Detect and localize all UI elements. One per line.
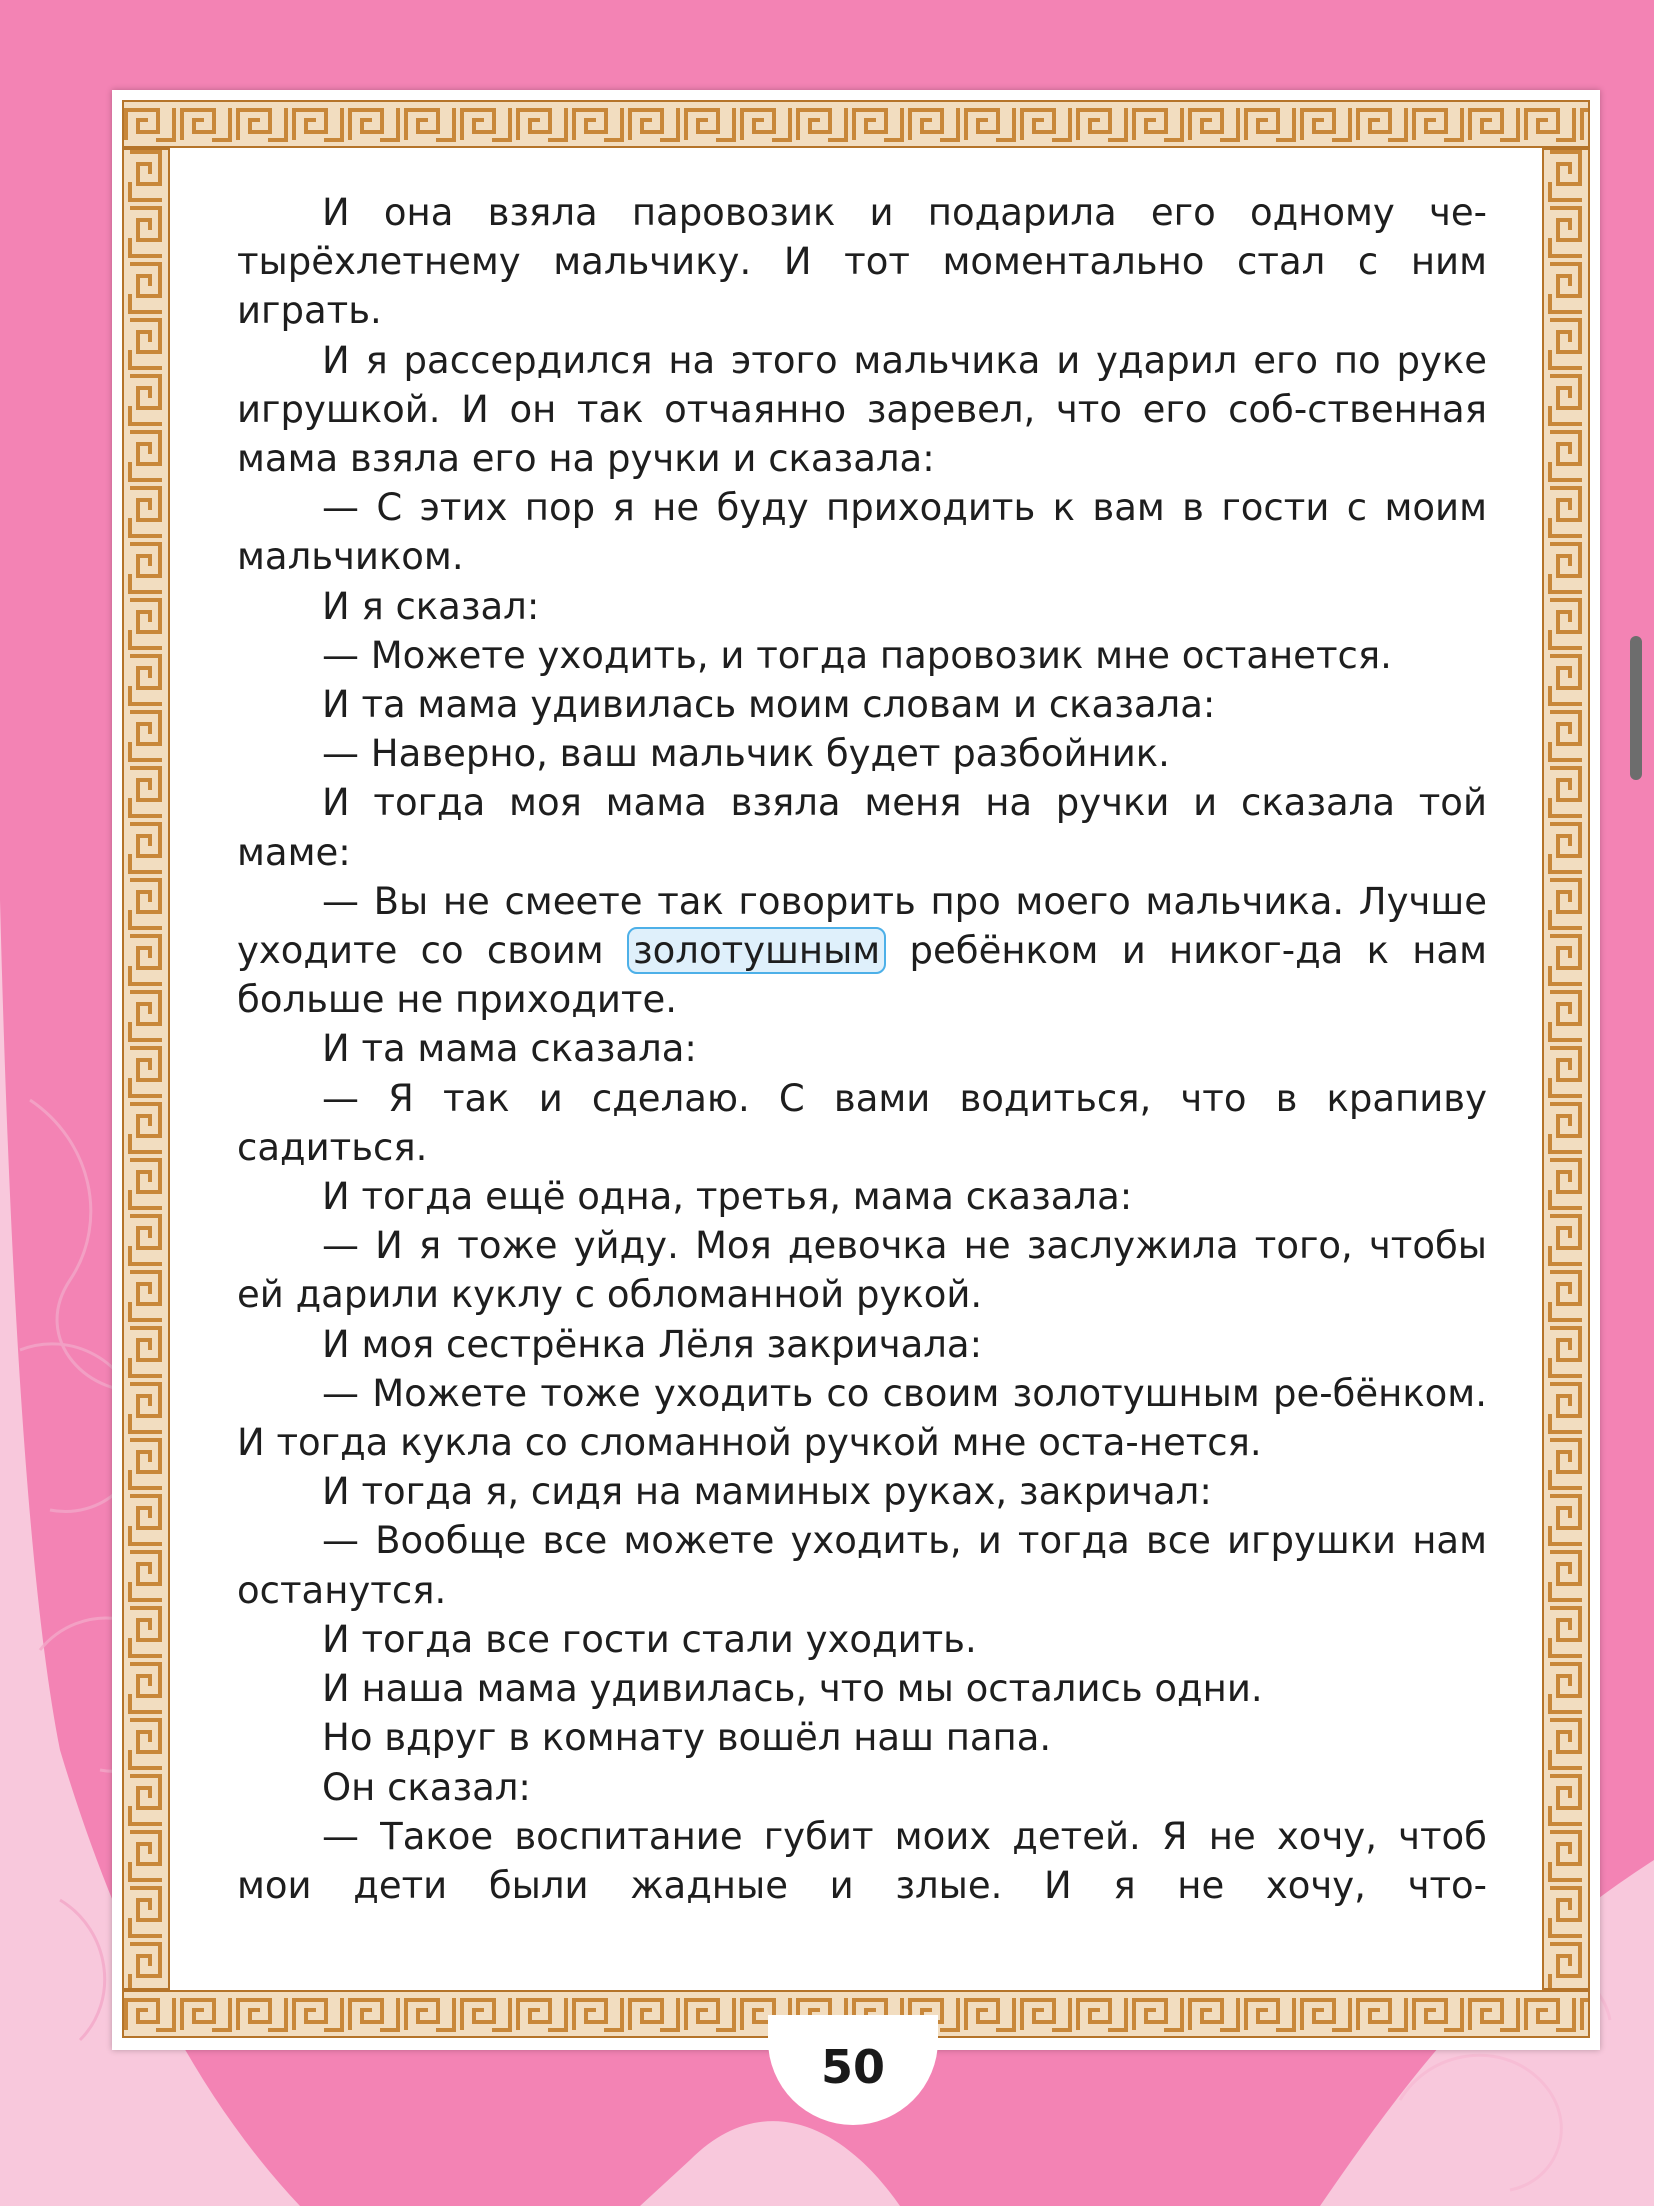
paragraph: — Можете уходить, и тогда паровозик мне останется. [322, 633, 1392, 677]
book-page [112, 90, 1600, 2050]
paragraph: И тогда ещё одна, третья, мама сказала: [322, 1175, 1133, 1219]
paragraph: И тогда все гости стали уходить. [322, 1617, 977, 1661]
paragraph: — Такое воспитание губит моих детей. Я не хочу, чтоб мои дети были жадные и злые. И я не хочу, что- [237, 1814, 1487, 1907]
paragraph: И наша мама удивилась, что мы остались одни. [322, 1667, 1263, 1711]
highlighted-word[interactable]: золотушным [627, 927, 886, 974]
paragraph: — Вообще все можете уходить, и тогда все игрушки нам останутся. [237, 1519, 1487, 1612]
paragraph: — Можете тоже уходить со своим золотушным ре-бёнком. И тогда кукла со сломанной ручкой мне оста-нется. [237, 1371, 1487, 1465]
ornamental-border-top [122, 100, 1590, 148]
paragraph: И тогда я, сидя на маминых руках, закричал: [322, 1470, 1212, 1514]
text-before-highlight: — Вы не смеете так говорить про моего мальчика. Лучше уходите со своим [237, 879, 1487, 973]
ornamental-border-right [1542, 148, 1590, 1990]
paragraph: — С этих пор я не буду приходить к вам в гости с моим мальчиком. [237, 486, 1487, 579]
paragraph: И та мама удивилась моим словам и сказала: [322, 683, 1216, 727]
paragraph: — Наверно, ваш мальчик будет разбойник. [322, 732, 1170, 776]
story-text [237, 188, 1487, 1910]
paragraph: И я сказал: [322, 584, 540, 628]
paragraph: И моя сестрёнка Лёля закричала: [322, 1322, 983, 1366]
page-number: 50 [820, 2040, 885, 2094]
paragraph: И я рассердился на этого мальчика и ударил его по руке игрушкой. И он так отчаянно заревел, что его соб-ственная мама взяла его на ручки и сказала: [237, 338, 1487, 481]
paragraph: Он сказал: [322, 1765, 531, 1809]
ornamental-border-left [122, 148, 170, 1990]
paragraph: — Я так и сделаю. С вами водиться, что в крапиву садиться. [237, 1076, 1487, 1169]
paragraph: И та мама сказала: [322, 1027, 697, 1071]
paragraph: И она взяла паровозик и подарила его одному че-тырёхлетнему мальчику. И тот моментально стал с ним играть. [237, 191, 1487, 333]
paragraph: И тогда моя мама взяла меня на ручки и сказала той маме: [237, 781, 1487, 874]
paragraph-with-highlight [237, 877, 1487, 1025]
paragraph: — И я тоже уйду. Моя девочка не заслужила того, чтобы ей дарили куклу с обломанной рукой. [237, 1224, 1487, 1317]
scrollbar-thumb[interactable] [1630, 636, 1642, 780]
paragraph: Но вдруг в комнату вошёл наш папа. [322, 1716, 1052, 1760]
text-after-highlight: ребёнком и никог-да к нам больше не приходите. [237, 929, 1488, 1022]
